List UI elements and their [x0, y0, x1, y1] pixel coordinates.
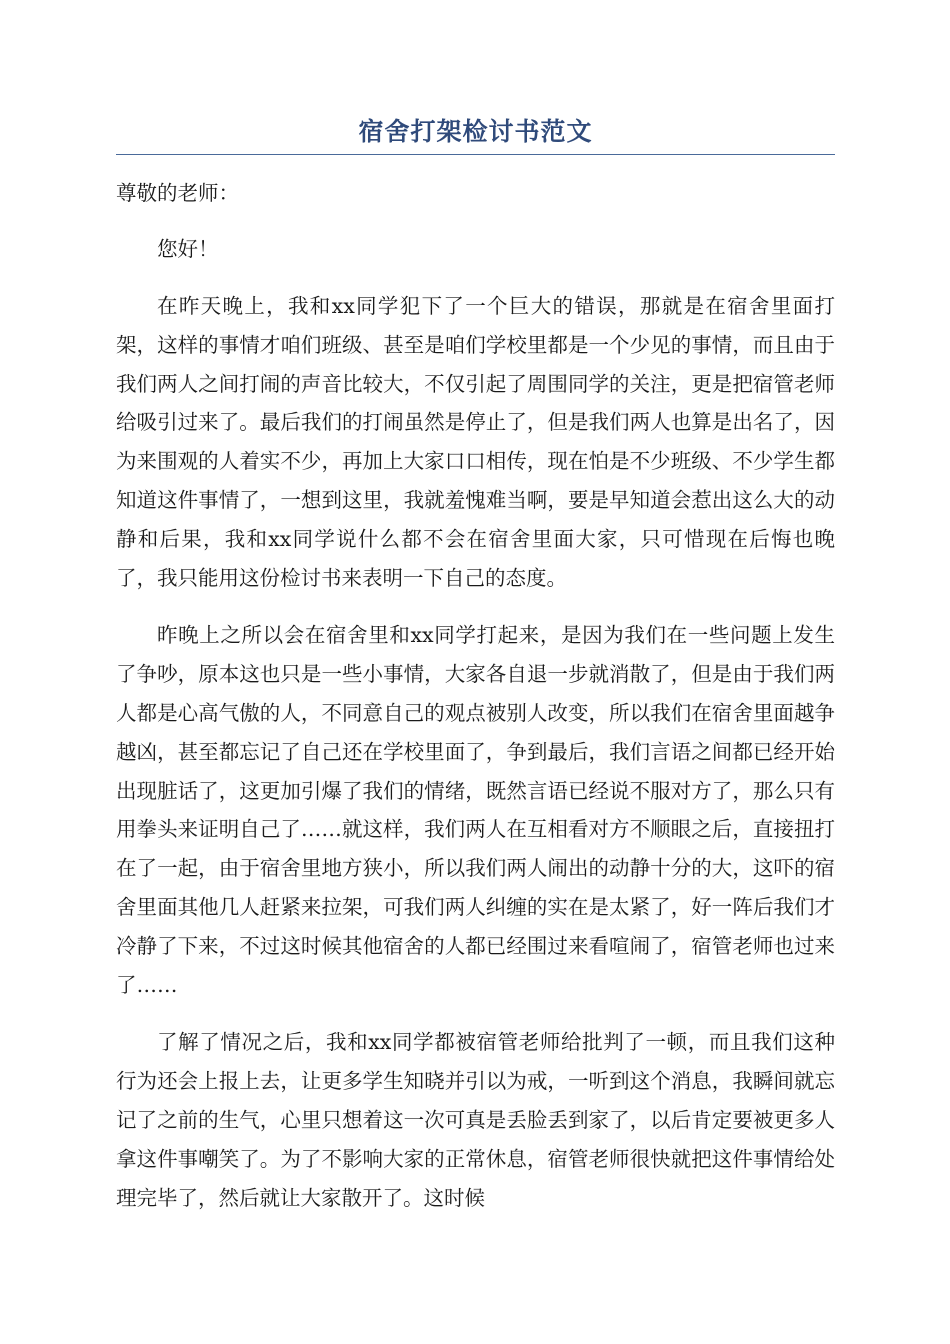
document-page [116, 112, 835, 1236]
body-paragraph-2: 昨晚上之所以会在宿舍里和xx同学打起来，是因为我们在一些问题上发生了争吵，原本这也只是一些小事情，大家各自退一步就消散了，但是由于我们两人都是心高气傲的人，不同意自己的观点被别人改变，所以我们在宿舍里面越争越凶，甚至都忘记了自己还在学校里面了，争到最后，我们言语之间都已经开始出现脏话了，这更加引爆了我们的情绪，既然言语已经说不服对方了，那么只有用拳头来证明自己了……就这样，我们两人在互相看对方不顺眼之后，直接扭打在了一起，由于宿舍里地方狭小，所以我们两人闹出的动静十分的大，这吓的宿舍里面其他几人赶紧来拉架，可我们两人纠缠的实在是太紧了，好一阵后我们才冷静了下来，不过这时候其他宿舍的人都已经围过来看喧闹了，宿管老师也过来了…… [116, 623, 835, 997]
document-title: 宿舍打架检讨书范文 [358, 117, 593, 146]
body-paragraph-3: 了解了情况之后，我和xx同学都被宿管老师给批判了一顿，而且我们这种行为还会上报上去，让更多学生知晓并引以为戒，一听到这个消息，我瞬间就忘记了之前的生气，心里只想着这一次可真是丢脸丢到家了，以后肯定要被更多人拿这件事嘲笑了。为了不影响大家的正常休息，宿管老师很快就把这件事情给处理完毕了，然后就让大家散开了。这时候 [116, 1030, 835, 1210]
greeting: 您好！ [157, 237, 219, 261]
title-underline [116, 154, 835, 155]
body-paragraph-1: 在昨天晚上，我和xx同学犯下了一个巨大的错误，那就是在宿舍里面打架，这样的事情才咱们班级、甚至是咱们学校里都是一个少见的事情，而且由于我们两人之间打闹的声音比较大，不仅引起了周围同学的关注，更是把宿管老师给吸引过来了。最后我们的打闹虽然是停止了，但是我们两人也算是出名了，因为来围观的人着实不少，再加上大家口口相传，现在怕是不少班级、不少学生都知道这件事情了，一想到这里，我就羞愧难当啊，要是早知道会惹出这么大的动静和后果，我和xx同学说什么都不会在宿舍里面大家，只可惜现在后悔也晚了，我只能用这份检讨书来表明一下自己的态度。 [116, 294, 835, 590]
salutation: 尊敬的老师： [116, 181, 239, 205]
